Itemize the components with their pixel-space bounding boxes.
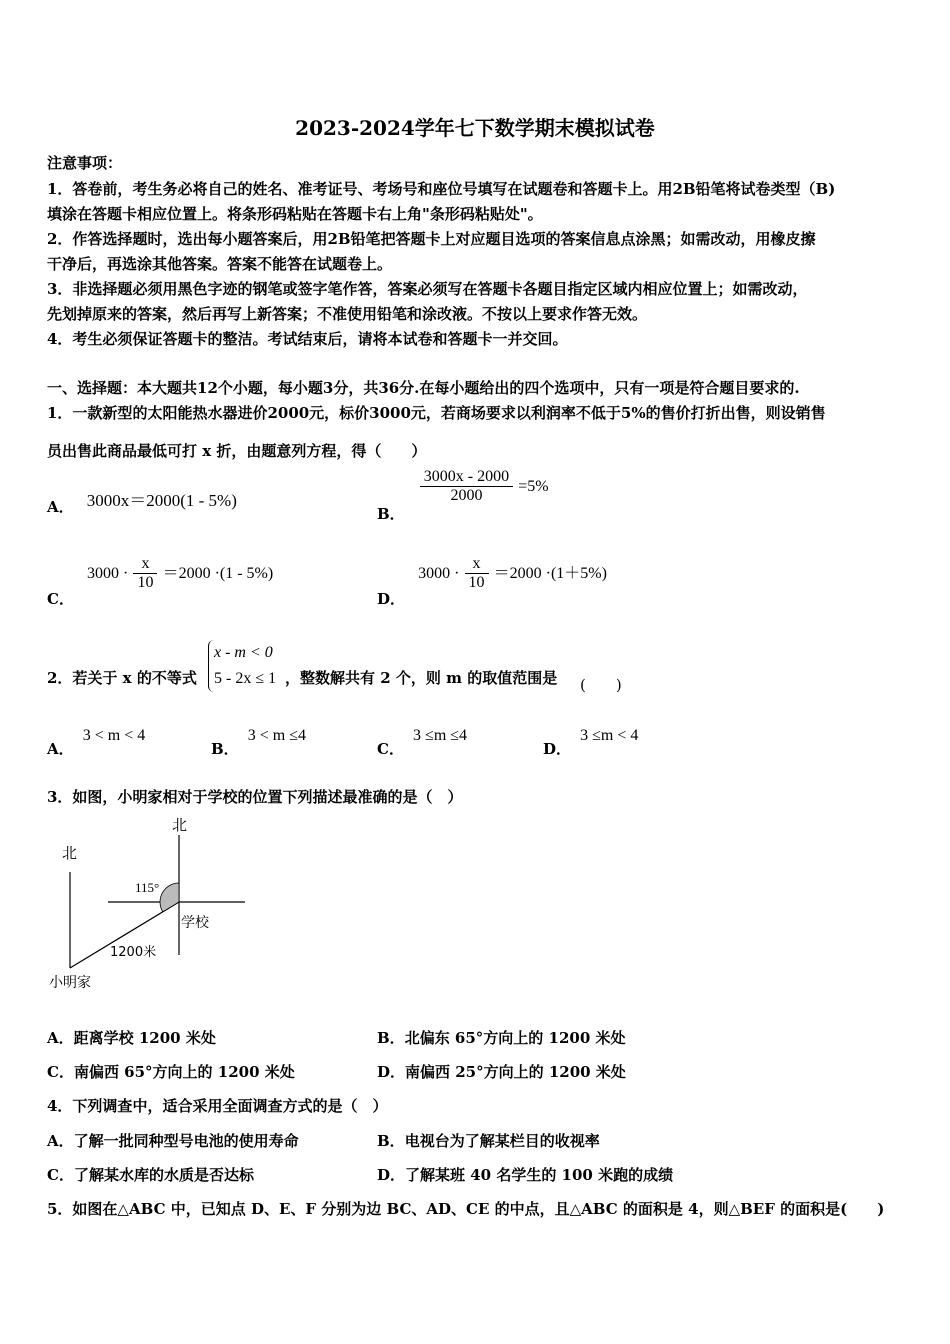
fraction: [420, 468, 513, 505]
fraction: [465, 555, 489, 592]
option-label: A．: [47, 1029, 74, 1047]
location-diagram: [40, 810, 260, 1000]
option-d: [377, 1061, 626, 1082]
option-text: 电视台为了解某栏目的收视率: [404, 1132, 600, 1150]
section-heading: 一、选择题：本大题共12个小题，每小题3分，共36分.在每小题给出的四个选项中，只有一项是符合题目要求的.: [47, 379, 800, 397]
option-label: B．: [377, 1029, 405, 1047]
option-text: 了解一批同种型号电池的使用寿命: [73, 1132, 299, 1150]
question-3-stem: 3．如图，小明家相对于学校的位置下列描述最准确的是（ ）: [47, 788, 463, 806]
equation-lhs: 3000 ·: [418, 565, 460, 582]
option-b: [377, 1130, 600, 1151]
option-d: [377, 555, 607, 608]
option-label: C．: [47, 1063, 74, 1081]
question-4-stem: 4．下列调查中，适合采用全面调查方式的是（ ）: [47, 1097, 388, 1115]
expression: 3 ≤m < 4: [580, 727, 639, 744]
north-label-home: 北: [62, 844, 78, 862]
option-b: [377, 1027, 625, 1048]
question-5-stem: 5．如图在△ABC 中，已知点 D、E、F 分别为边 BC、AD、CE 的中点，且△ABC 的面积是 4，则△BEF 的面积是( ): [47, 1200, 885, 1218]
notice-line: 2．作答选择题时，选出每小题答案后，用2B铅笔把答题卡上对应题目选项的答案信息点涂黑；如需改动，用橡皮擦: [47, 230, 816, 248]
notice-line: 3．非选择题必须用黑色字迹的钢笔或签字笔作答，答案必须写在答题卡各题目指定区域内相应位置上；如需改动，: [47, 280, 808, 298]
option-label: C．: [377, 740, 404, 758]
notice-line: 干净后，再选涂其他答案。答案不能答在试题卷上。: [47, 255, 393, 273]
option-a: [47, 724, 146, 758]
north-label-school: 北: [172, 816, 188, 834]
option-label: A．: [47, 1132, 74, 1150]
option-label: D．: [543, 740, 572, 758]
numerator: 3000x - 2000: [420, 468, 513, 487]
question-2-stem: 2．若关于 x 的不等式: [47, 669, 197, 687]
option-label: A．: [47, 498, 74, 516]
option-label: B．: [377, 505, 405, 523]
option-text: 南偏西 65°方向上的 1200 米处: [73, 1063, 295, 1081]
inequality-1: x - m < 0: [214, 644, 273, 661]
option-c: [47, 1164, 254, 1185]
option-a: [47, 1027, 216, 1048]
numerator: x: [133, 555, 157, 574]
option-label: D．: [377, 1166, 406, 1184]
option-c: [377, 724, 468, 758]
notice-line: 1．答卷前，考生务必将自己的姓名、准考证号、考场号和座位号填写在试题卷和答题卡上。用2B铅笔将试卷类型（B): [47, 180, 836, 198]
angle-arc: [160, 883, 179, 912]
expression: 3 < m ≤4: [247, 727, 307, 744]
expression: 3 < m < 4: [82, 727, 146, 744]
option-d: [543, 724, 639, 758]
option-label: C．: [47, 590, 74, 608]
school-label: 学校: [181, 915, 209, 931]
option-c: [47, 1061, 295, 1082]
notice-line: 填涂在答题卡相应位置上。将条形码粘贴在答题卡右上角"条形码粘贴处"。: [47, 205, 543, 223]
option-text: 了解某班 40 名学生的 100 米跑的成绩: [405, 1166, 674, 1184]
notice-line: 4．考生必须保证答题卡的整洁。考试结束后，请将本试卷和答题卡一并交回。: [47, 330, 568, 348]
denominator: 10: [137, 574, 154, 591]
option-text: 了解某水库的水质是否达标: [73, 1166, 254, 1184]
denominator: 10: [468, 574, 485, 591]
option-c: [47, 555, 274, 608]
option-a: [47, 492, 237, 517]
option-d: [377, 1164, 673, 1185]
answer-paren: ( ): [580, 676, 622, 694]
option-label: B．: [211, 740, 239, 758]
inequality-2: 5 - 2x ≤ 1: [214, 670, 277, 687]
option-text: 北偏东 65°方向上的 1200 米处: [404, 1029, 626, 1047]
option-text: 距离学校 1200 米处: [73, 1029, 216, 1047]
question-1-stem-cont: 员出售此商品最低可打 x 折，由题意列方程，得（ ）: [47, 442, 427, 460]
option-label: D．: [377, 590, 406, 608]
equation-rhs: ＝2000 ·(1 - 5%): [162, 565, 274, 582]
option-a: [47, 1130, 299, 1151]
option-label: B．: [377, 1132, 405, 1150]
expression: 3 ≤m ≤4: [413, 727, 468, 744]
equation-rhs: =5%: [518, 478, 549, 495]
question-2-stem-cont: ，整数解共有 2 个，则 m 的取值范围是: [285, 669, 558, 687]
inequality-system: [208, 640, 276, 692]
numerator: x: [465, 555, 489, 574]
option-label: A．: [47, 740, 74, 758]
question-1-stem: 1．一款新型的太阳能热水器进价2000元，标价3000元，若商场要求以利润率不低于5%的售价打折出售，则设销售: [47, 404, 826, 422]
option-text: 南偏西 25°方向上的 1200 米处: [405, 1063, 626, 1081]
equation: 3000x＝2000(1 - 5%): [86, 491, 237, 510]
angle-label: 115°: [135, 880, 160, 895]
option-b: [377, 468, 549, 523]
option-label: C．: [47, 1166, 74, 1184]
notice-line: 先划掉原来的答案，然后再写上新答案；不准使用铅笔和涂改液。不按以上要求作答无效。: [47, 305, 648, 323]
denominator: 2000: [450, 487, 483, 504]
distance-label: 1200米: [110, 945, 157, 960]
notice-heading: 注意事项：: [47, 154, 123, 172]
fraction: [133, 555, 157, 592]
equation-lhs: 3000 ·: [87, 565, 129, 582]
home-label: 小明家: [49, 975, 91, 991]
option-b: [211, 724, 307, 758]
option-label: D．: [377, 1063, 406, 1081]
page-title: 2023-2024学年七下数学期末模拟试卷: [295, 116, 655, 140]
equation-rhs: ＝2000 ·(1＋5%): [493, 565, 607, 582]
